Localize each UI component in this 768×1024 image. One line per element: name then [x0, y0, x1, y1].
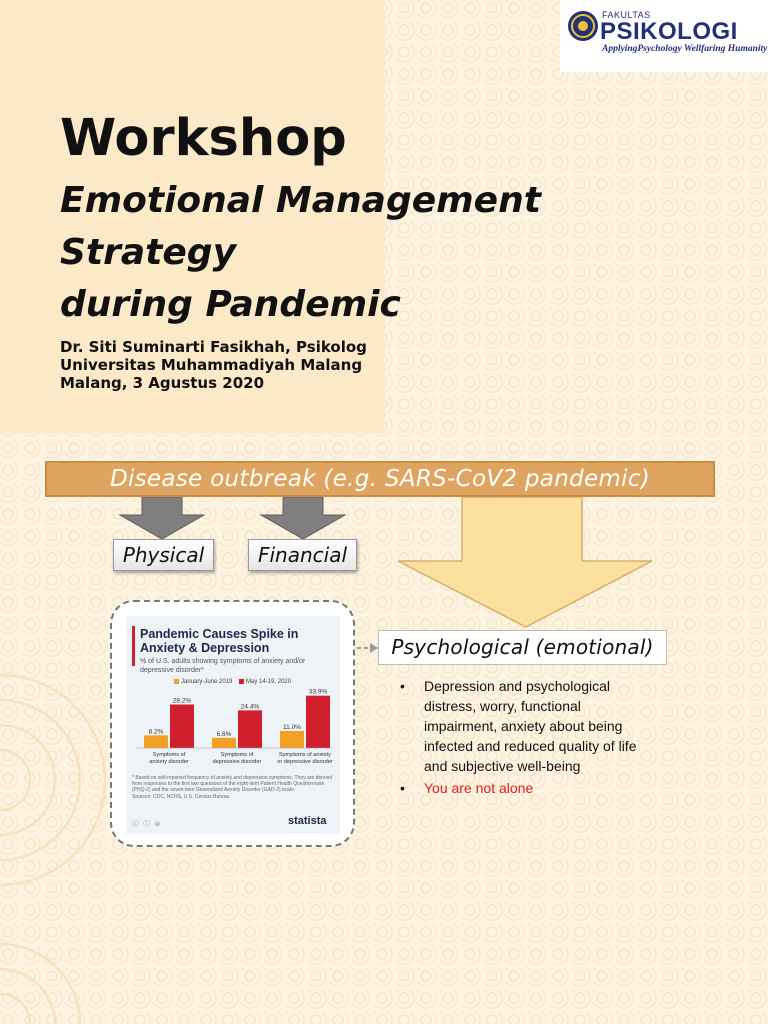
statista-accent-bar — [132, 626, 135, 666]
bar-value-label: 8.2% — [148, 728, 164, 736]
disease-outbreak-bar: Disease outbreak (e.g. SARS-CoV2 pandemic) — [45, 461, 715, 497]
legend-label-2020: May 14-19, 2020 — [246, 679, 292, 686]
chart-legend — [174, 679, 291, 685]
bar-value-label: 24.4% — [240, 703, 260, 711]
category-label: Symptoms of — [152, 752, 186, 758]
subtitle-line: during Pandemic — [60, 284, 401, 325]
legend-label-2019: January-June 2019 — [181, 679, 233, 686]
bar-value-label: 33.9% — [308, 688, 328, 696]
subtitle-line: Strategy — [60, 232, 237, 273]
page-title: Workshop — [60, 109, 347, 168]
logo-tagline: ApplyingPsychology Wellfaring Humanity — [602, 44, 768, 54]
bar-2020 — [238, 710, 262, 748]
arrow-physical — [120, 497, 204, 539]
statista-subtitle: % of U.S. adults showing symptoms of anxiety and/or depressive disorder* — [140, 658, 306, 674]
arrow-financial — [261, 497, 345, 539]
category-label: or depressive disorder — [277, 759, 333, 765]
statista-infographic — [126, 616, 340, 834]
cc-license-icon: ⓒ ⓘ ⊜ — [132, 820, 162, 828]
bar-value-label: 28.2% — [172, 697, 192, 705]
bullet-item-highlight: • You are not alone — [400, 778, 640, 798]
statista-title: Pandemic Causes Spike in Anxiety & Depression — [140, 627, 299, 655]
subtitle-line: Emotional Management — [60, 180, 541, 221]
presenter-name: Dr. Siti Suminarti Fasikhah, Psikolog — [60, 338, 367, 356]
logo-wordmark: PSIKOLOGI — [600, 18, 738, 45]
bar-2019 — [144, 735, 168, 748]
statista-footnote — [132, 775, 338, 800]
connector-arrowhead — [370, 643, 378, 653]
category-label: Symptoms of anxiety — [279, 752, 331, 758]
statista-brand: statista — [288, 815, 327, 827]
legend-swatch-2019 — [174, 679, 179, 684]
category-label: anxiety disorder — [149, 759, 189, 765]
bar-2020 — [306, 696, 330, 748]
bullet-item: • Depression and psychological distress, worry, functional impairment, anxiety about being infected and reduced quality of life and subjective well-being — [400, 676, 640, 776]
physical-box: Physical — [113, 539, 214, 571]
presenter-institution: Universitas Muhammadiyah Malang — [60, 356, 363, 374]
legend-swatch-2020 — [239, 679, 244, 684]
bar-value-label: 6.6% — [216, 730, 232, 738]
bar-2020 — [170, 704, 194, 748]
logo-fakultas: FAKULTAS — [602, 10, 651, 20]
arrow-psychological — [398, 497, 652, 627]
bar-value-label: 11.0% — [283, 724, 301, 732]
psychological-box: Psychological (emotional) — [378, 630, 667, 665]
financial-box: Financial — [248, 539, 357, 571]
category-label: depressive disorder — [212, 759, 262, 765]
impact-bullet-list — [400, 676, 640, 798]
category-label: Symptoms of — [220, 752, 254, 758]
footnote-text: * Based on self-reported frequency of anxiety and depression symptoms. They are derived from responses to the first two questions of the eight-item Patient Health Questionnaire (PHQ-2) and the seven-item Generalized Anxiety Disorder (GAD-2) scale. — [132, 775, 333, 794]
bar-chart — [126, 688, 340, 776]
bar-2019 — [280, 731, 304, 748]
statista-card — [110, 600, 355, 847]
bar-2019 — [212, 738, 236, 748]
event-place-date: Malang, 3 Agustus 2020 — [60, 374, 265, 392]
footnote-sources: Sources: CDC, NCHS, U.S. Census Bureau — [132, 793, 230, 800]
